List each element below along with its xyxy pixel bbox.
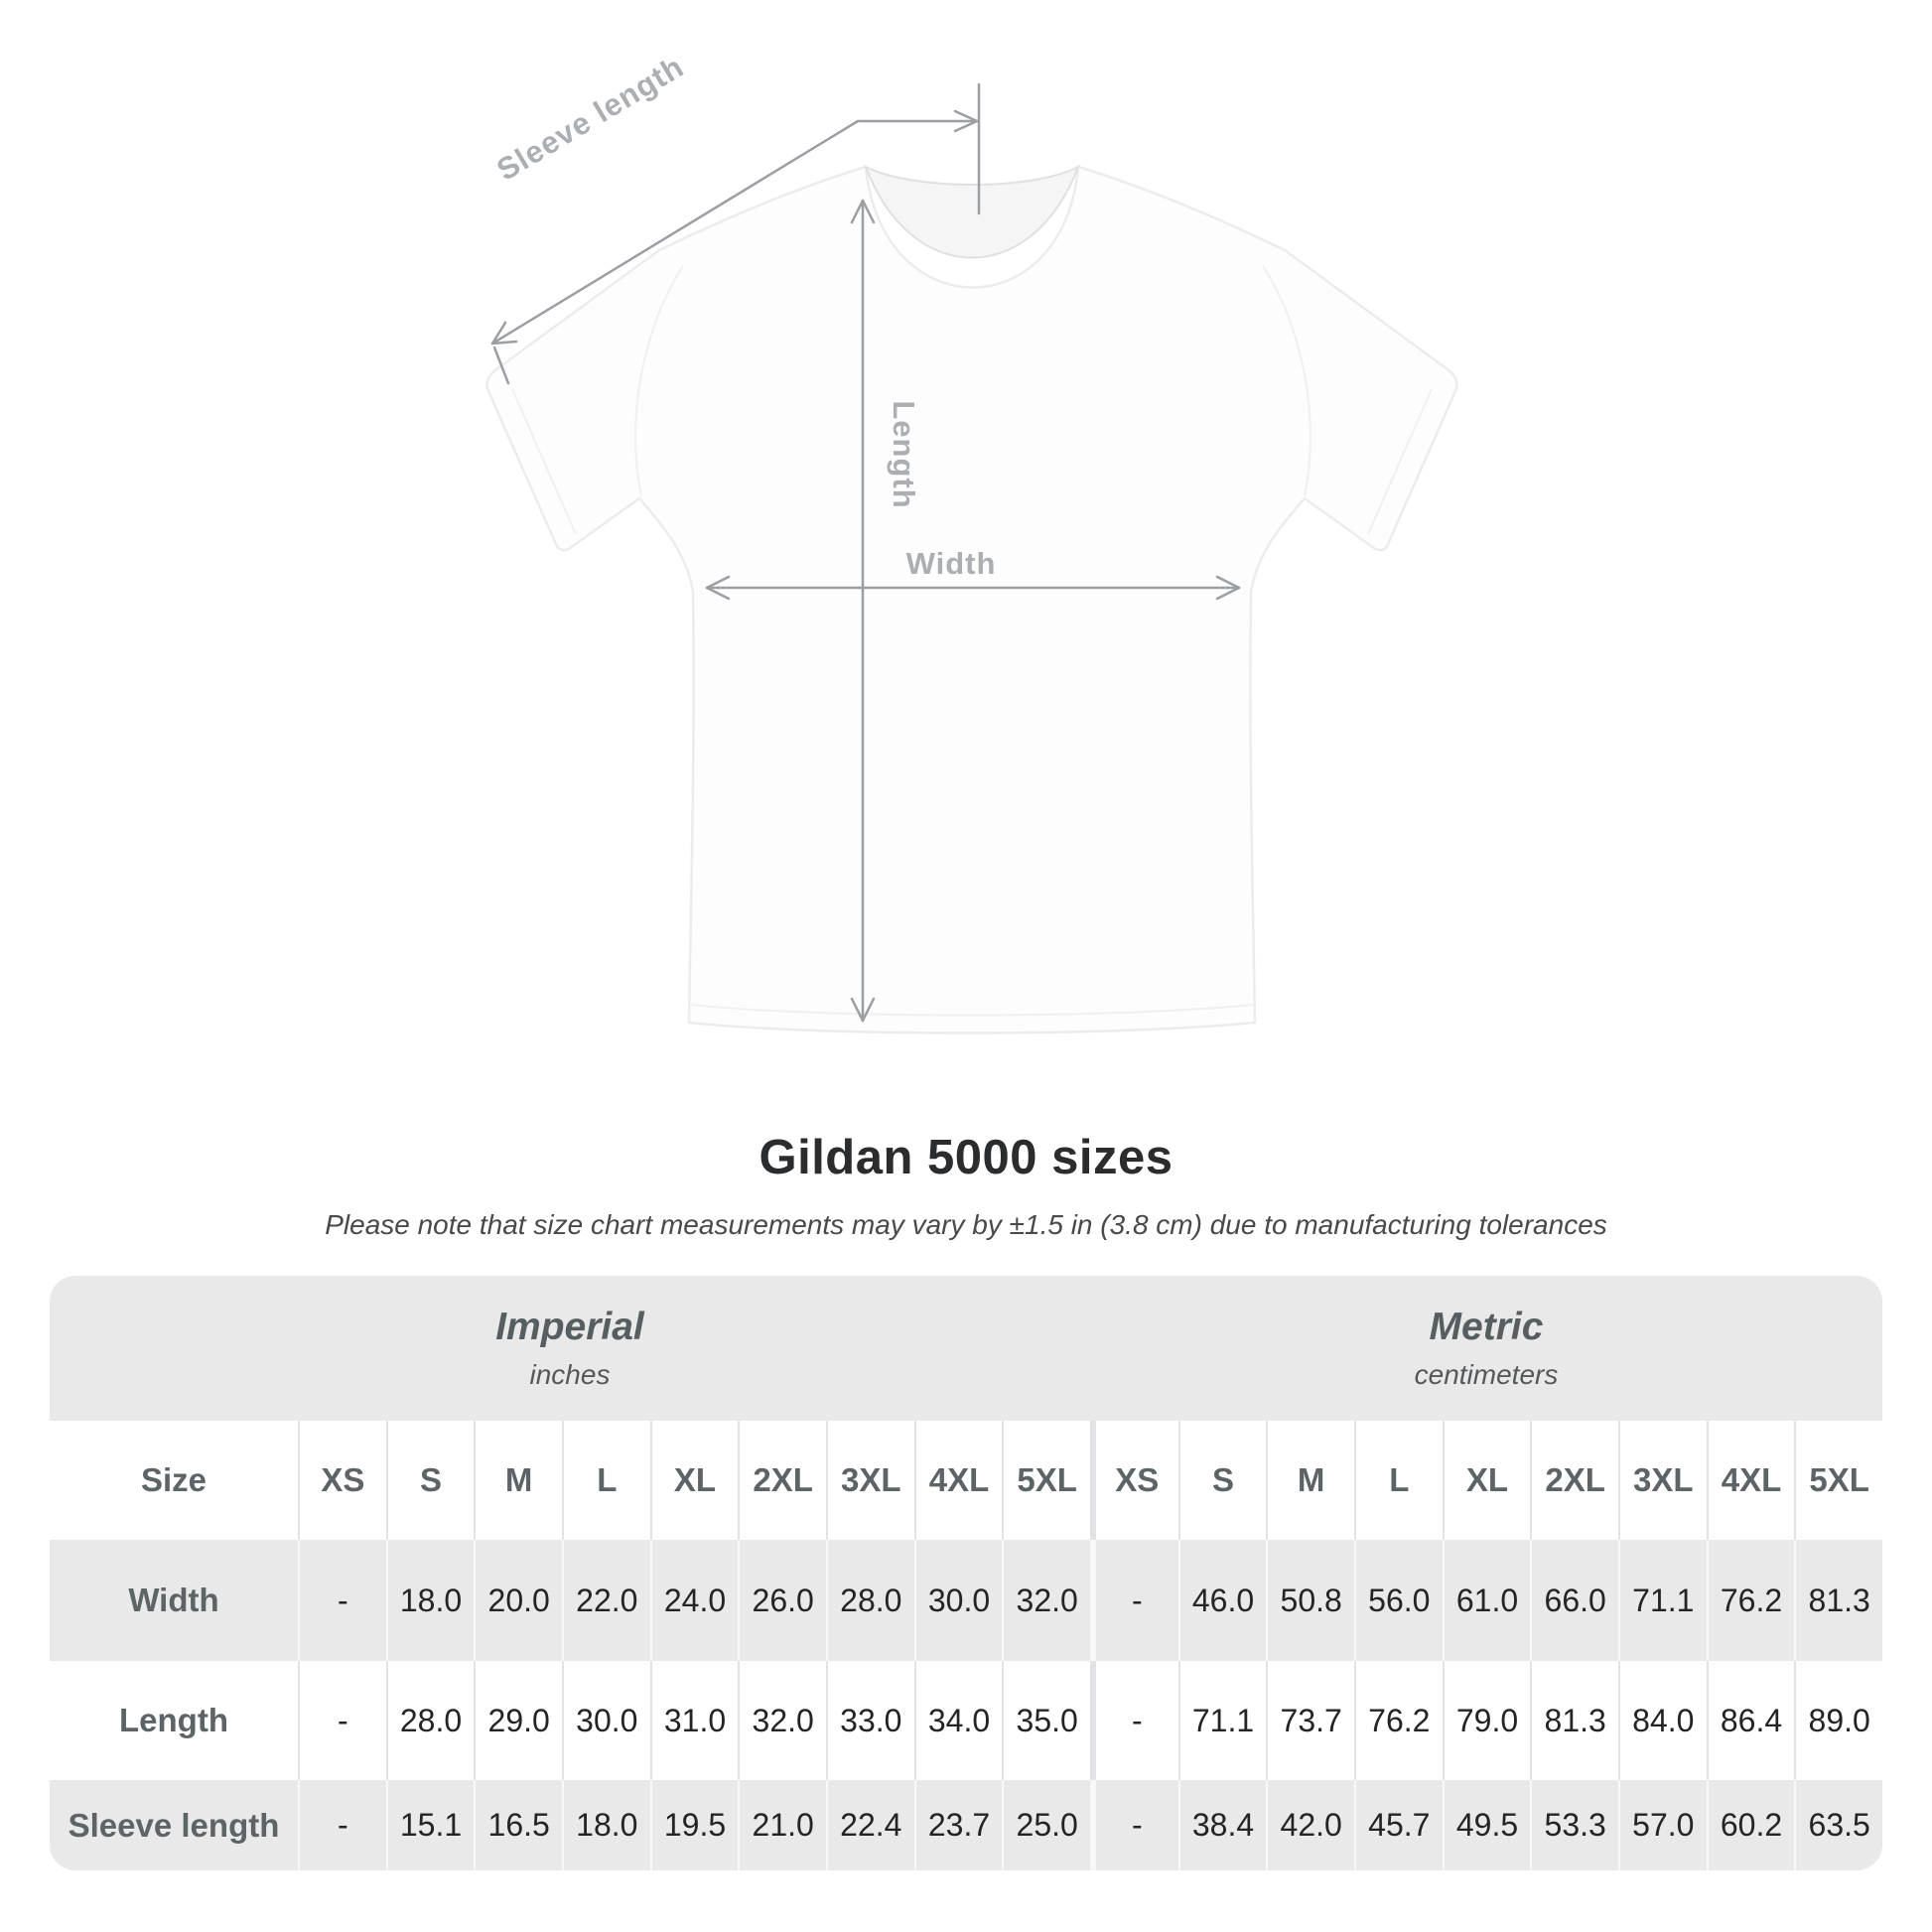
size-col-header: 4XL <box>1707 1421 1795 1540</box>
measurement-cell: 76.2 <box>1354 1661 1443 1780</box>
measurement-cell: 42.0 <box>1266 1780 1354 1870</box>
measurement-cell: 23.7 <box>914 1780 1003 1870</box>
measurement-cell: 19.5 <box>650 1780 739 1870</box>
size-col-header: 3XL <box>1618 1421 1707 1540</box>
row-label: Sleeve length <box>50 1780 298 1870</box>
measurement-cell: 18.0 <box>562 1780 650 1870</box>
measurement-cell: 16.5 <box>474 1780 562 1870</box>
page-title: Gildan 5000 sizes <box>759 1131 1173 1184</box>
measurement-cell: 22.4 <box>826 1780 914 1870</box>
table-corner-size-label: Size <box>50 1421 298 1540</box>
width-label: Width <box>905 546 997 581</box>
unit-group-imperial-unit: inches <box>529 1359 611 1390</box>
measurement-cell: 45.7 <box>1354 1780 1443 1870</box>
measurement-cell: 66.0 <box>1530 1540 1618 1661</box>
row-label: Width <box>50 1540 298 1661</box>
measurement-cell: - <box>1090 1540 1178 1661</box>
measurement-cell: 46.0 <box>1178 1540 1267 1661</box>
unit-group-imperial-label: Imperial <box>495 1306 644 1348</box>
size-col-header: 5XL <box>1794 1421 1882 1540</box>
measurement-cell: 50.8 <box>1266 1540 1354 1661</box>
measurement-cell: 79.0 <box>1443 1661 1531 1780</box>
unit-group-metric-unit: centimeters <box>1414 1359 1559 1390</box>
measurement-cell: 20.0 <box>474 1540 562 1661</box>
size-col-header: XL <box>650 1421 739 1540</box>
measurement-cell: 61.0 <box>1443 1540 1531 1661</box>
size-col-header: M <box>1266 1421 1354 1540</box>
collar <box>866 167 1078 258</box>
measurement-cell: 28.0 <box>826 1540 914 1661</box>
size-col-header: M <box>474 1421 562 1540</box>
size-col-header: L <box>562 1421 650 1540</box>
size-col-header: XS <box>298 1421 386 1540</box>
measurement-cell: 26.0 <box>738 1540 826 1661</box>
measurement-cell: 33.0 <box>826 1661 914 1780</box>
measurement-cell: 18.0 <box>386 1540 475 1661</box>
size-table-grid <box>50 1276 1882 1870</box>
measurement-cell: 60.2 <box>1707 1780 1795 1870</box>
unit-group-metric <box>1090 1276 1882 1421</box>
tshirt-outline <box>486 167 1456 1034</box>
measurement-cell: 86.4 <box>1707 1661 1795 1780</box>
measurement-cell: 30.0 <box>914 1540 1003 1661</box>
size-col-header: S <box>386 1421 475 1540</box>
measurement-cell: 89.0 <box>1794 1661 1882 1780</box>
size-chart-table <box>50 1276 1882 1870</box>
row-label: Length <box>50 1661 298 1780</box>
measurement-cell: 31.0 <box>650 1661 739 1780</box>
measurement-cell: 38.4 <box>1178 1780 1267 1870</box>
measurement-cell: - <box>298 1780 386 1870</box>
measurement-cell: 56.0 <box>1354 1540 1443 1661</box>
size-col-header: L <box>1354 1421 1443 1540</box>
sleeve-length-label: Sleeve length <box>490 49 690 188</box>
size-col-header: XL <box>1443 1421 1531 1540</box>
measurement-cell: 63.5 <box>1794 1780 1882 1870</box>
measurement-cell: 49.5 <box>1443 1780 1531 1870</box>
measurement-cell: 32.0 <box>738 1661 826 1780</box>
measurement-cell: 15.1 <box>386 1780 475 1870</box>
measurement-cell: 53.3 <box>1530 1780 1618 1870</box>
measurement-cell: 71.1 <box>1618 1540 1707 1661</box>
measurement-cell: 57.0 <box>1618 1780 1707 1870</box>
measurement-cell: - <box>298 1540 386 1661</box>
size-col-header: XS <box>1090 1421 1178 1540</box>
size-col-header: 2XL <box>1530 1421 1618 1540</box>
measurement-cell: 25.0 <box>1002 1780 1090 1870</box>
size-col-header: S <box>1178 1421 1267 1540</box>
measurement-cell: 81.3 <box>1530 1661 1618 1780</box>
tolerance-note: Please note that size chart measurements may vary by ±1.5 in (3.8 cm) due to manufacturing tolerances <box>325 1209 1607 1240</box>
size-col-header: 2XL <box>738 1421 826 1540</box>
measurement-cell: - <box>1090 1661 1178 1780</box>
measurement-cell: 21.0 <box>738 1780 826 1870</box>
size-col-header: 4XL <box>914 1421 1003 1540</box>
measurement-cell: 76.2 <box>1707 1540 1795 1661</box>
length-label: Length <box>887 400 921 509</box>
unit-group-imperial <box>50 1276 1090 1421</box>
measurement-cell: 22.0 <box>562 1540 650 1661</box>
measurement-cell: 84.0 <box>1618 1661 1707 1780</box>
size-col-header: 5XL <box>1002 1421 1090 1540</box>
measurement-cell: 32.0 <box>1002 1540 1090 1661</box>
measurement-cell: 34.0 <box>914 1661 1003 1780</box>
measurement-cell: - <box>298 1661 386 1780</box>
measurement-cell: 81.3 <box>1794 1540 1882 1661</box>
measurement-cell: 73.7 <box>1266 1661 1354 1780</box>
unit-group-metric-label: Metric <box>1429 1306 1544 1348</box>
measurement-cell: - <box>1090 1780 1178 1870</box>
measurement-cell: 28.0 <box>386 1661 475 1780</box>
measurement-cell: 30.0 <box>562 1661 650 1780</box>
size-col-header: 3XL <box>826 1421 914 1540</box>
measurement-cell: 35.0 <box>1002 1661 1090 1780</box>
measurement-cell: 24.0 <box>650 1540 739 1661</box>
measurement-cell: 71.1 <box>1178 1661 1267 1780</box>
measurement-cell: 29.0 <box>474 1661 562 1780</box>
